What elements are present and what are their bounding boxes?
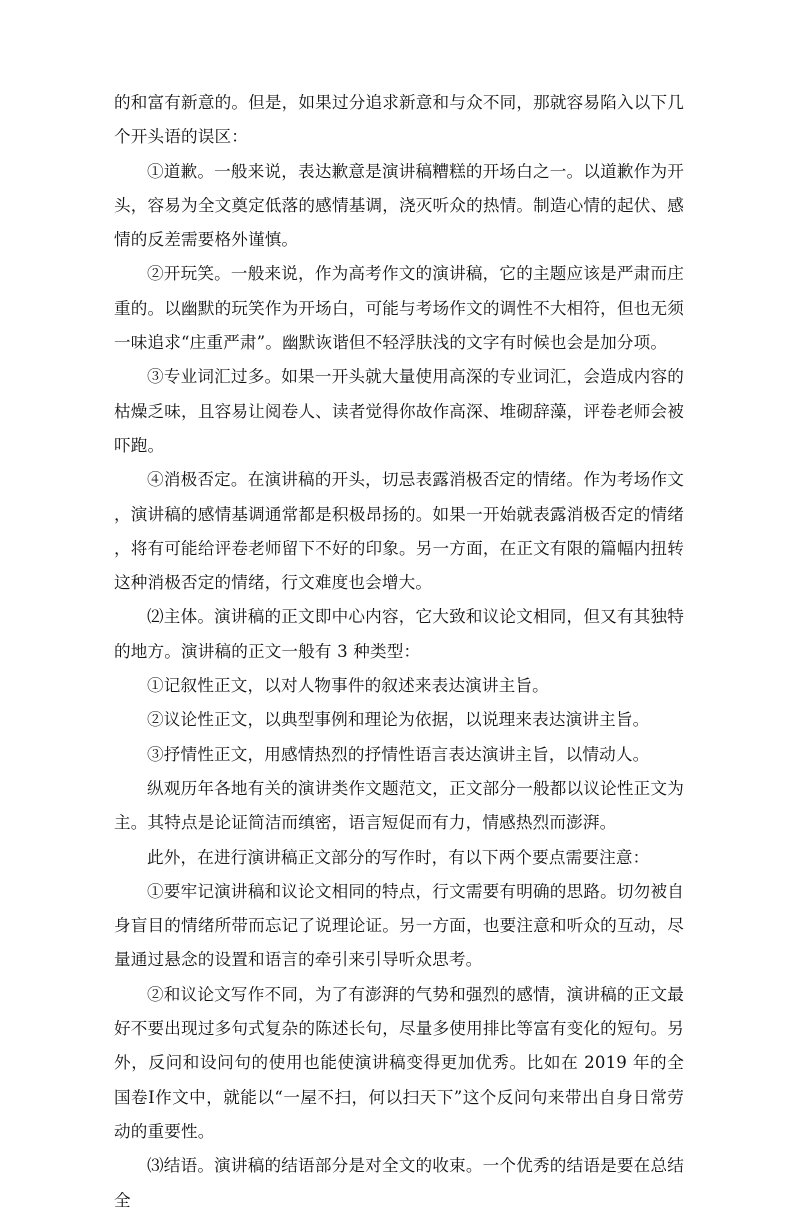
paragraph-conclusion: ⑶结语。演讲稿的结语部分是对全文的收束。一个优秀的结语是要在总结全 — [114, 1156, 684, 1210]
paragraph-narrative-type: ①记叙性正文，以对人物事件的叙述来表达演讲主旨。 — [147, 676, 549, 696]
paragraph-main-body: ⑵主体。演讲稿的正文即中心内容，它大致和议论文相同，但又有其独特的地方。演讲稿的正文一般有 3 种类型： — [114, 607, 684, 661]
paragraph-argumentative-type: ②议论性正文，以典型事例和理论为依据，以说理来表达演讲主旨。 — [147, 710, 650, 730]
paragraph-jargon: ③专业词汇过多。如果一开头就大量使用高深的专业词汇，会造成内容的枯燥乏味，且容易让阅卷人、读者觉得你故作高深、堆砌辞藻，评卷老师会被吓跑。 — [114, 367, 684, 455]
paragraph-overview: 纵观历年各地有关的演讲类作文题范文，正文部分一般都以议论性正文为主。其特点是论证简洁而缜密，语言短促而有力，情感热烈而澎湃。 — [114, 778, 684, 833]
paragraph-negative: ④消极否定。在演讲稿的开头，切忌表露消极否定的情绪。作为考场作文，演讲稿的感情基调通常都是积极昂扬的。如果一开始就表露消极否定的情绪，将有可能给评卷老师留下不好的印象。另一方面，在正文有限的篇幅内扭转这种消极否定的情绪，行文难度也会增大。 — [114, 470, 684, 593]
paragraph-attention: 此外，在进行演讲稿正文部分的写作时，有以下两个要点需要注意： — [147, 847, 650, 867]
paragraph-joke: ②开玩笑。一般来说，作为高考作文的演讲稿，它的主题应该是严肃而庄重的。以幽默的玩笑作为开场白，可能与考场作文的调性不大相符，但也无须一味追求“庄重严肃”。幽默诙谐但不轻浮肤浅的文字有时候也会是加分项。 — [114, 264, 684, 353]
paragraph-intro-continued: 的和富有新意的。但是，如果过分追求新意和与众不同，那就容易陷入以下几个开头语的误区： — [114, 93, 684, 147]
paragraph-point-two: ②和议论文写作不同，为了有澎湃的气势和强烈的感情，演讲稿的正文最好不要出现过多句式复杂的陈述长句，尽量多使用排比等富有变化的短句。另外，反问和设问句的使用也能使演讲稿变得更加优秀。比如在 2019 年的全国卷Ⅰ作文中，就能以“一屋不扫，何以扫天下”这个反问句来带出自身日常劳动的重要性。 — [114, 984, 684, 1141]
paragraph-point-one: ①要牢记演讲稿和议论文相同的特点，行文需要有明确的思路。切勿被自身盲目的情绪所带而忘记了说理论证。另一方面，也要注意和听众的互动，尽量通过悬念的设置和语言的牵引来引导听众思考。 — [114, 881, 684, 970]
paragraph-lyrical-type: ③抒情性正文，用感情热烈的抒情性语言表达演讲主旨，以情动人。 — [147, 744, 650, 764]
document-page — [114, 86, 684, 1218]
paragraph-apology: ①道歉。一般来说，表达歉意是演讲稿糟糕的开场白之一。以道歉作为开头，容易为全文奠定低落的感情基调，浇灭听众的热情。制造心情的起伏、感情的反差需要格外谨慎。 — [114, 161, 684, 250]
